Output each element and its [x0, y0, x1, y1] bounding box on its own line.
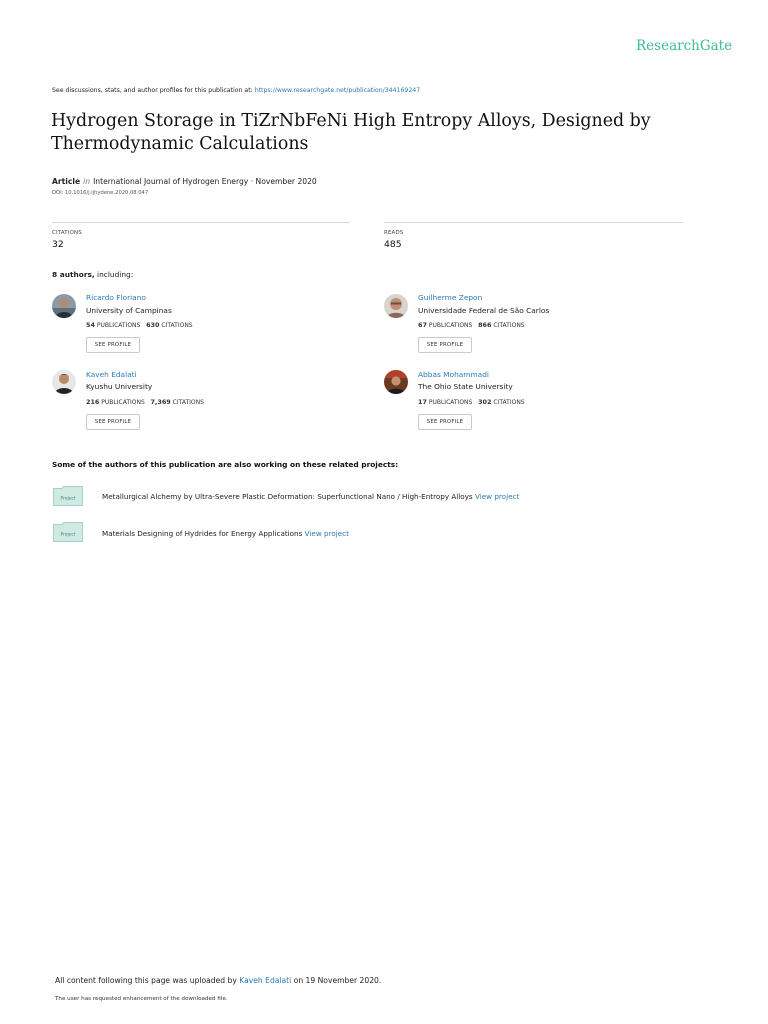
author-avatar-abbas-mohammadi[interactable] [384, 370, 408, 394]
authors-count: 8 authors, [52, 270, 95, 279]
author-name-ricardo-floriano[interactable]: Ricardo Floriano [86, 293, 146, 302]
author-stats [418, 398, 525, 406]
journal-name: International Journal of Hydrogen Energy · November 2020 [93, 177, 317, 186]
folder-icon [53, 486, 83, 506]
citations-word: CITATIONS [493, 399, 525, 406]
divider-right [384, 222, 683, 223]
authors-heading [52, 270, 133, 279]
author-stats [86, 398, 204, 406]
author-avatar-kaveh-edalati[interactable] [52, 370, 76, 394]
see-profile-button[interactable]: SEE PROFILE [86, 337, 140, 353]
folder-icon [53, 522, 83, 542]
divider-left [52, 222, 350, 223]
publications-word: PUBLICATIONS [101, 399, 145, 406]
person-avatar-icon [384, 370, 408, 394]
citations-word: CITATIONS [161, 322, 193, 329]
publication-title: Hydrogen Storage in TiZrNbFeNi High Entropy Alloys, Designed by Thermodynamic Calculations [51, 111, 651, 154]
author-stats [86, 321, 193, 329]
publication-meta [52, 177, 317, 186]
project-folder-icon [53, 486, 83, 506]
author-avatar-ricardo-floriano[interactable] [52, 294, 76, 318]
view-project-link[interactable]: View project [304, 529, 349, 538]
author-citations-count: 7,369 [150, 398, 171, 406]
author-publications-count: 216 [86, 398, 100, 406]
citations-count: 32 [52, 239, 64, 250]
author-name-guilherme-zepon[interactable]: Guilherme Zepon [418, 293, 483, 302]
author-publications-count: 54 [86, 321, 95, 329]
author-affiliation: The Ohio State University [418, 382, 513, 391]
discussion-line [52, 87, 420, 94]
see-profile-button[interactable]: SEE PROFILE [86, 414, 140, 430]
project-title: Metallurgical Alchemy by Ultra-Severe Plastic Deformation: Superfunctional Nano / High-Entropy Alloys [102, 492, 473, 501]
author-name-abbas-mohammadi[interactable]: Abbas Mohammadi [418, 370, 489, 379]
discussion-text: See discussions, stats, and author profiles for this publication at: [52, 87, 255, 94]
citations-word: CITATIONS [493, 322, 525, 329]
author-publications-count: 67 [418, 321, 427, 329]
researchgate-logo[interactable]: ResearchGate [636, 38, 733, 54]
author-name-kaveh-edalati[interactable]: Kaveh Edalati [86, 370, 137, 379]
upload-note [55, 976, 381, 985]
reads-count: 485 [384, 239, 402, 250]
project-icon-label: Project [60, 532, 76, 538]
person-avatar-icon [52, 370, 76, 394]
citations-word: CITATIONS [172, 399, 204, 406]
author-affiliation: University of Campinas [86, 306, 172, 315]
enhancement-note: The user has requested enhancement of the downloaded file. [55, 996, 228, 1002]
in-word: in [83, 177, 91, 186]
publication-type: Article [52, 177, 81, 186]
see-profile-button[interactable]: SEE PROFILE [418, 337, 472, 353]
author-citations-count: 866 [478, 321, 492, 329]
reads-label: READS [384, 230, 404, 236]
authors-including: including: [94, 270, 134, 279]
upload-suffix: on 19 November 2020. [291, 976, 382, 985]
author-stats [418, 321, 525, 329]
author-citations-count: 630 [146, 321, 160, 329]
see-profile-button[interactable]: SEE PROFILE [418, 414, 472, 430]
author-affiliation: Universidade Federal de São Carlos [418, 306, 550, 315]
project-folder-icon [53, 522, 83, 542]
publication-doi: DOI: 10.1016/j.ijhydene.2020.08.047 [52, 190, 149, 196]
publications-word: PUBLICATIONS [96, 322, 141, 329]
citations-label: CITATIONS [52, 230, 82, 236]
projects-heading: Some of the authors of this publication are also working on these related projects: [52, 460, 399, 469]
author-affiliation: Kyushu University [86, 382, 153, 391]
person-avatar-icon [384, 294, 408, 318]
project-icon-label: Project [60, 496, 76, 502]
upload-prefix: All content following this page was uploaded by [55, 976, 240, 985]
project-title: Materials Designing of Hydrides for Energy Applications [102, 529, 303, 538]
project-item [102, 529, 349, 538]
uploader-link[interactable]: Kaveh Edalati [239, 976, 292, 985]
project-item [102, 492, 519, 501]
author-avatar-guilherme-zepon[interactable] [384, 294, 408, 318]
publications-word: PUBLICATIONS [428, 399, 473, 406]
publications-word: PUBLICATIONS [428, 322, 473, 329]
view-project-link[interactable]: View project [474, 492, 520, 501]
publication-link[interactable]: https://www.researchgate.net/publication/344169247 [254, 87, 421, 94]
author-publications-count: 17 [418, 398, 427, 406]
person-avatar-icon [52, 294, 76, 318]
author-citations-count: 302 [478, 398, 492, 406]
